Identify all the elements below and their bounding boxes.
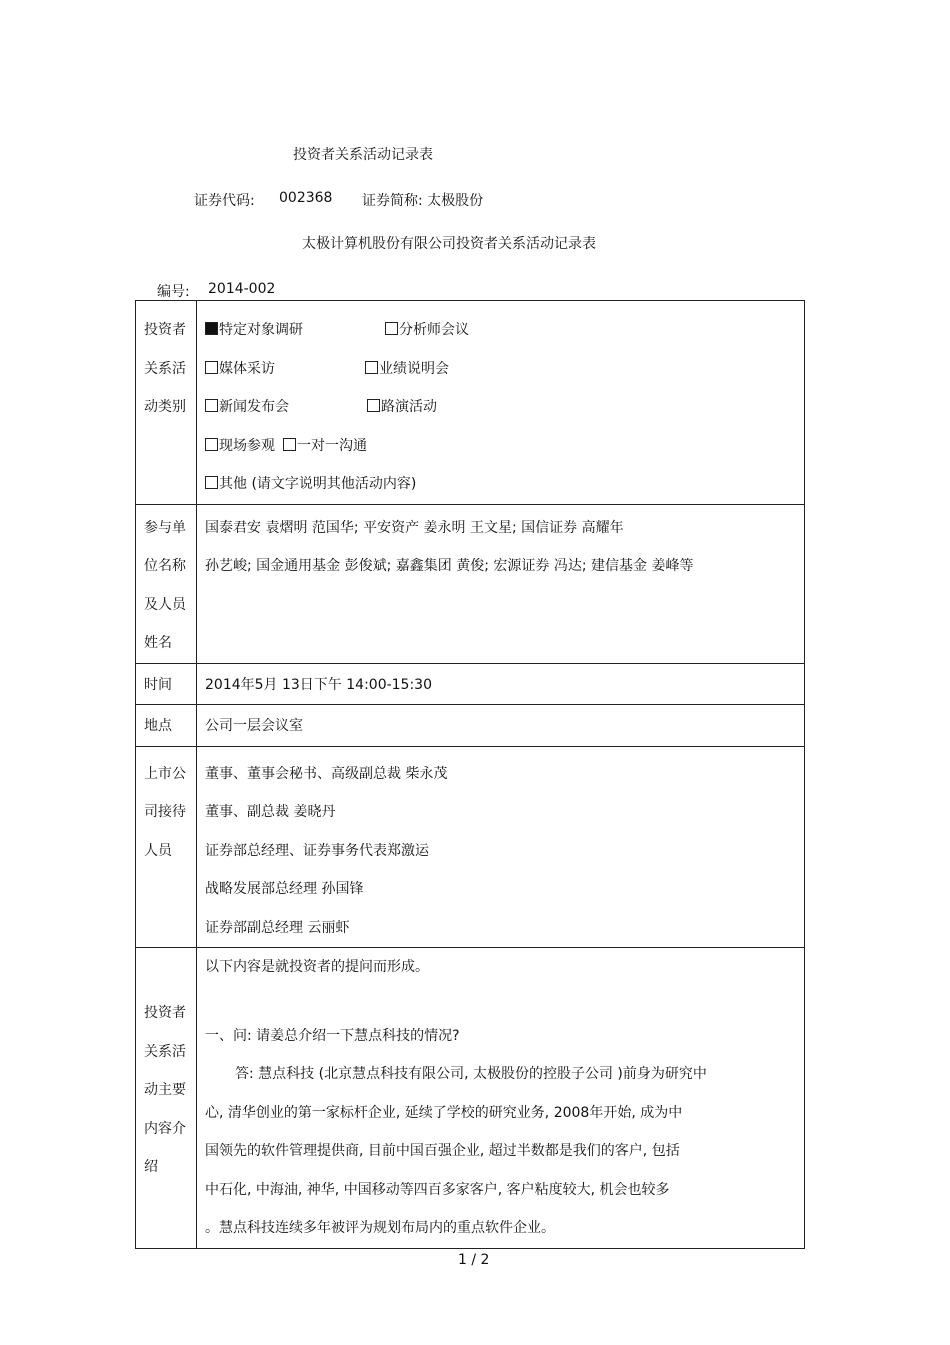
- participants-line: 孙艺峻; 国金通用基金 彭俊斌; 嘉鑫集团 黄俊; 宏源证券 冯达; 建信基金 姜峰等: [205, 558, 694, 574]
- security-abbreviation: 证券简称: 太极股份: [362, 193, 484, 209]
- record-number: 2014-002: [208, 281, 276, 297]
- answer-line: 心, 清华创业的第一家标杆企业, 延续了学校的研究业务, 2008年开始, 成为中: [205, 1104, 683, 1121]
- row-label-line: 关系活: [144, 1043, 186, 1060]
- row-label-line: 及人员: [144, 596, 186, 613]
- label-cell: [136, 504, 197, 663]
- checkbox-icon[interactable]: [367, 399, 380, 412]
- answer-line: 国领先的软件管理提供商, 目前中国百强企业, 超过半数都是我们的客户, 包括: [205, 1143, 680, 1159]
- content-cell: [197, 948, 805, 1249]
- activity-options-cell: [197, 301, 805, 505]
- label-cell: [136, 948, 197, 1249]
- page-number: 1 / 2: [458, 1252, 490, 1268]
- option-label: 分析师会议: [399, 322, 469, 338]
- row-time: [136, 663, 805, 705]
- option-label: 业绩说明会: [379, 360, 449, 377]
- row-label-line: 上市公: [144, 765, 186, 782]
- row-label-line: 位名称: [144, 558, 186, 574]
- row-label-line: 内容介: [144, 1120, 186, 1137]
- document-title: 投资者关系活动记录表: [293, 147, 433, 163]
- time-value: 2014年5月 13日下午 14:00-15:30: [205, 676, 432, 693]
- checkbox-icon[interactable]: [283, 438, 296, 451]
- time-cell: [197, 663, 805, 705]
- row-label-line: 动主要: [144, 1082, 186, 1098]
- participants-line: 国泰君安 袁熠明 范国华; 平安资产 姜永明 王文星; 国信证券 高耀年: [205, 519, 624, 536]
- option-label: 其他 (请文字说明其他活动内容): [219, 476, 417, 492]
- row-content: [136, 948, 805, 1249]
- row-label-line: 绍: [144, 1159, 158, 1175]
- label-cell: [136, 663, 197, 705]
- checkbox-icon[interactable]: [205, 399, 218, 412]
- host-line: 董事、董事会秘书、高级副总裁 柴永茂: [205, 765, 448, 782]
- row-label-line: 姓名: [144, 635, 172, 651]
- checkbox-checked-icon[interactable]: [205, 322, 218, 335]
- row-activity-category: [136, 301, 805, 505]
- security-code-label: 证券代码:: [194, 193, 255, 209]
- host-line: 战略发展部总经理 孙国锋: [205, 881, 364, 897]
- row-label-line: 投资者: [144, 1005, 186, 1021]
- option-label: 路演活动: [381, 399, 437, 415]
- participants-cell: [197, 504, 805, 663]
- row-label-line: 人员: [144, 842, 172, 859]
- record-table: [135, 300, 805, 1249]
- content-intro: 以下内容是就投资者的提问而形成。: [205, 959, 429, 975]
- security-code: 002368: [279, 190, 333, 206]
- option-label: 媒体采访: [219, 360, 275, 377]
- row-label-line: 关系活: [144, 360, 186, 377]
- row-label-line: 动类别: [144, 399, 186, 415]
- option-label: 新闻发布会: [219, 399, 289, 415]
- row-label: 时间: [144, 676, 172, 693]
- answer-line: 答: 慧点科技 (北京慧点科技有限公司, 太极股份的控股子公司 )前身为研究中: [235, 1066, 707, 1082]
- host-line: 董事、副总裁 姜晓丹: [205, 804, 336, 820]
- answer-line: 中石化, 中海油, 神华, 中国移动等四百多家客户, 客户粘度较大, 机会也较多: [205, 1181, 670, 1198]
- host-line: 证券部总经理、证券事务代表郑激运: [205, 842, 429, 859]
- row-label-line: 投资者: [144, 322, 186, 338]
- row-label: 地点: [144, 718, 172, 734]
- place-value: 公司一层会议室: [205, 718, 303, 734]
- place-cell: [197, 705, 805, 747]
- hosts-cell: [197, 746, 805, 948]
- label-cell: [136, 301, 197, 505]
- host-line: 证券部副总经理 云丽虾: [205, 919, 350, 936]
- question-text: 一、问: 请姜总介绍一下慧点科技的情况?: [205, 1027, 460, 1044]
- checkbox-icon[interactable]: [205, 476, 218, 489]
- label-cell: [136, 746, 197, 948]
- option-label: 特定对象调研: [219, 322, 303, 338]
- row-participants: [136, 504, 805, 663]
- record-number-label: 编号:: [157, 284, 190, 300]
- checkbox-icon[interactable]: [205, 438, 218, 451]
- checkbox-icon[interactable]: [385, 322, 398, 335]
- answer-line: 。慧点科技连续多年被评为规划布局内的重点软件企业。: [205, 1220, 555, 1236]
- option-label: 现场参观: [219, 437, 275, 454]
- option-label: 一对一沟通: [297, 437, 367, 454]
- label-cell: [136, 705, 197, 747]
- document-subtitle: 太极计算机股份有限公司投资者关系活动记录表: [302, 236, 596, 252]
- checkbox-icon[interactable]: [205, 361, 218, 374]
- row-label-line: 参与单: [144, 519, 186, 536]
- row-label-line: 司接待: [144, 804, 186, 820]
- row-place: [136, 705, 805, 747]
- checkbox-icon[interactable]: [365, 361, 378, 374]
- row-hosts: [136, 746, 805, 948]
